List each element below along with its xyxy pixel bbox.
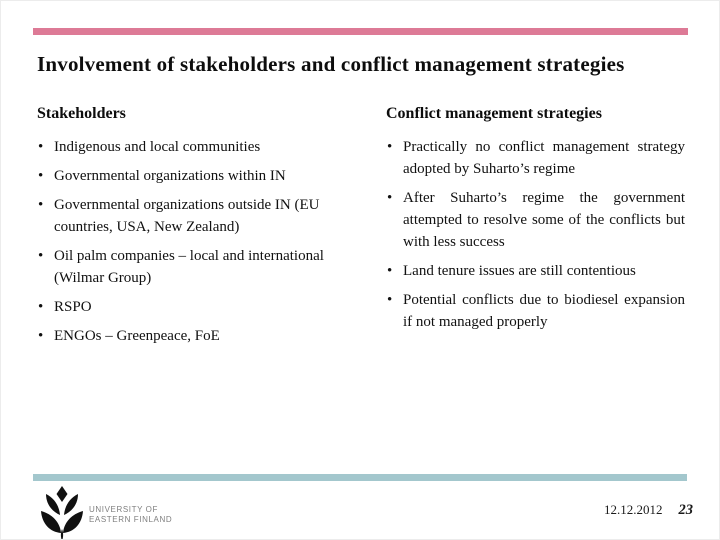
list-item: • Oil palm companies – local and international (Wilmar Group): [37, 245, 357, 289]
university-logo: [41, 485, 172, 540]
university-logo-icon: [41, 485, 83, 540]
stakeholders-list: [37, 136, 357, 347]
stakeholders-column: [37, 105, 357, 354]
list-item: • Potential conflicts due to biodiesel expansion if not managed properly: [386, 289, 685, 333]
list-item: • Indigenous and local communities: [37, 136, 357, 158]
list-item: • Practically no conflict management strategy adopted by Suharto’s regime: [386, 136, 685, 180]
conflict-strategies-list: [386, 136, 685, 333]
university-logo-line2: EASTERN FINLAND: [89, 515, 173, 524]
top-accent-bar: [33, 28, 688, 35]
list-item: • Land tenure issues are still contentious: [386, 260, 685, 282]
list-item: • Governmental organizations outside IN (EU countries, USA, New Zealand): [37, 194, 357, 238]
list-item: • RSPO: [37, 296, 357, 318]
list-item: • After Suharto’s regime the government attempted to resolve some of the conflicts but with less success: [386, 187, 685, 253]
slide-page-number: 23: [678, 502, 693, 518]
list-item: • ENGOs – Greenpeace, FoE: [37, 325, 357, 347]
stakeholders-header: Stakeholders: [37, 105, 126, 122]
conflict-strategies-header: Conflict management strategies: [386, 105, 602, 122]
list-item: • Governmental organizations within IN: [37, 165, 357, 187]
university-logo-text: [89, 505, 172, 525]
footer-right: [604, 502, 693, 519]
conflict-strategies-column: [386, 105, 685, 340]
university-logo-line1: UNIVERSITY OF: [89, 505, 158, 514]
footer-accent-bar: [33, 474, 687, 481]
slide-title: Involvement of stakeholders and conflict management strategies: [37, 52, 625, 76]
slide-date: 12.12.2012: [604, 502, 663, 517]
